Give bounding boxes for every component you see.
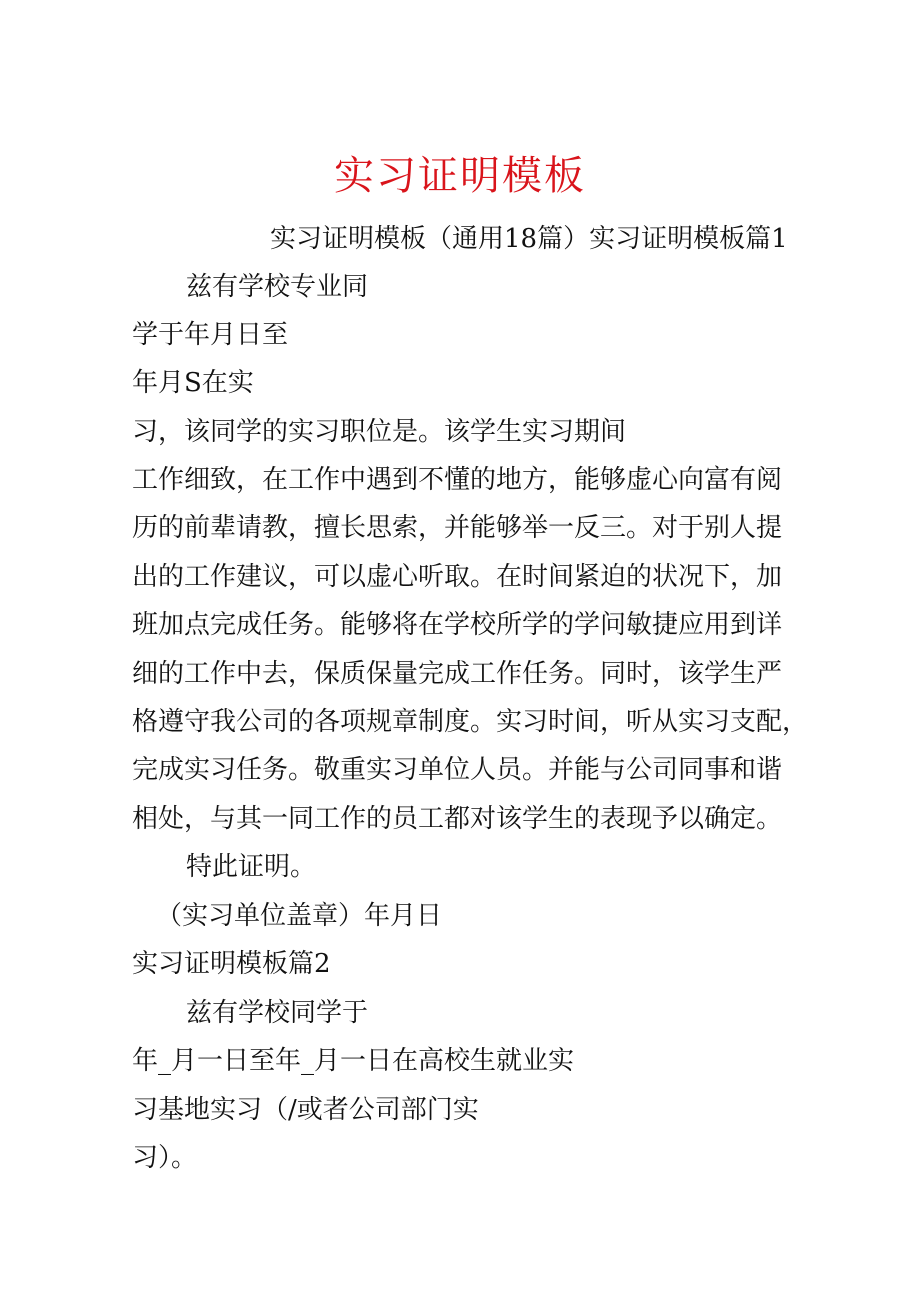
body-line: 习基地实习（/或者公司部门实 bbox=[132, 1095, 479, 1125]
body-line: 出的工作建议，可以虚心听取。在时间紧迫的状况下，加 bbox=[132, 562, 783, 592]
document-title: 实习证明模板 bbox=[334, 153, 586, 199]
body-line: 细的工作中去，保质保量完成工作任务。同时，该学生严 bbox=[132, 659, 783, 689]
body-line: 相处，与其一同工作的员工都对该学生的表现予以确定。 bbox=[132, 804, 783, 834]
seal-line: （实习单位盖章）年月日 bbox=[156, 901, 443, 931]
body-line: 习，该同学的实习职位是。该学生实习期间 bbox=[132, 417, 627, 447]
body-line: 历的前辈请教，擅长思索，并能够举一反三。对于别人提 bbox=[132, 513, 783, 543]
body-line: 工作细致，在工作中遇到不懂的地方，能够虚心向富有阅 bbox=[132, 465, 783, 495]
subtitle-line: 实习证明模板（通用18篇）实习证明模板篇1 bbox=[270, 224, 788, 254]
section-heading: 实习证明模板篇2 bbox=[132, 949, 331, 979]
body-line: 习）。 bbox=[132, 1143, 198, 1173]
body-line: 学于年月日至 bbox=[132, 320, 289, 350]
body-line: 班加点完成任务。能够将在学校所学的学问敏捷应用到详 bbox=[132, 610, 783, 640]
body-line: 兹有学校专业同 bbox=[186, 272, 369, 302]
body-line: 年_月一日至年_月一日在高校生就业实 bbox=[132, 1046, 575, 1076]
body-line: 完成实习任务。敬重实习单位人员。并能与公司同事和谐 bbox=[132, 755, 783, 785]
body-line: 年月S在实 bbox=[132, 368, 254, 398]
body-line: 兹有学校同学于 bbox=[186, 998, 369, 1028]
closing-line: 特此证明。 bbox=[186, 852, 317, 882]
body-line: 格遵守我公司的各项规章制度。实习时间，听从实习支配， bbox=[132, 707, 809, 737]
